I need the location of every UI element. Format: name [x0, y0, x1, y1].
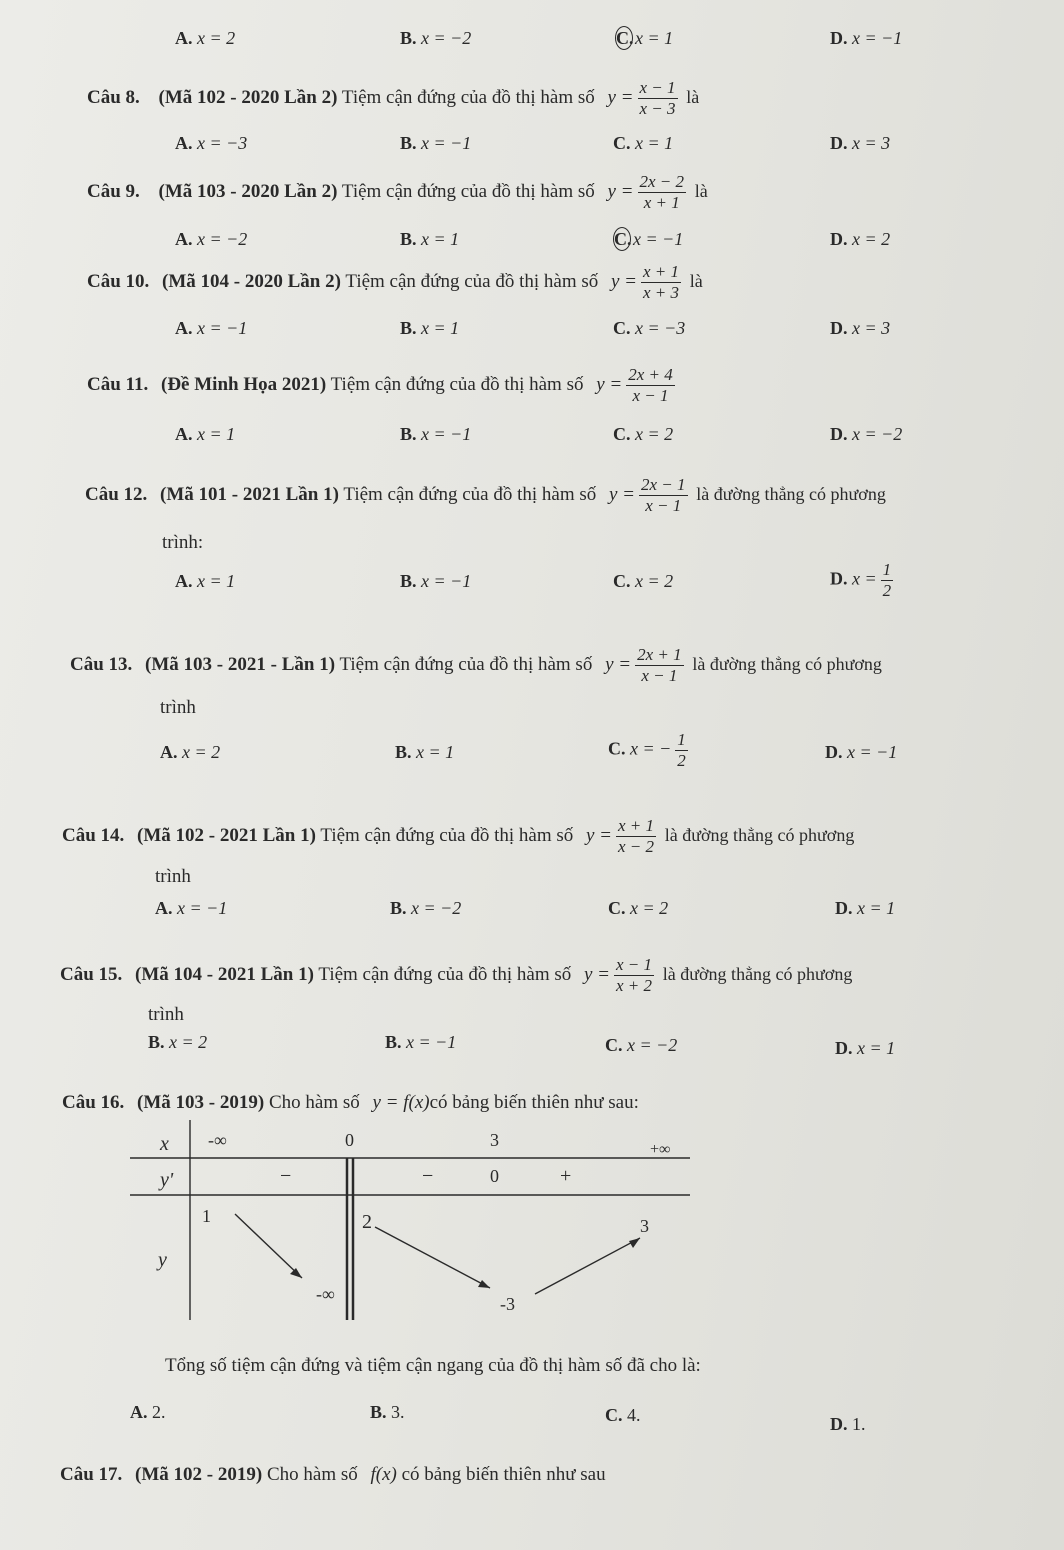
q8-option-d: D. x = 3 [830, 133, 891, 153]
q11-option-d: D. x = −2 [830, 424, 903, 444]
q15-option-b1: B. x = 2 [148, 1032, 208, 1052]
selected-answer-circle: C. [614, 229, 632, 249]
q9-option-a: A. x = −2 [175, 229, 248, 249]
selected-answer-circle: C. [616, 28, 634, 48]
q12-option-c: C. x = 2 [613, 571, 674, 591]
y-val-neg-inf: -∞ [316, 1284, 335, 1304]
q15-option-b2: B. x = −1 [385, 1032, 457, 1052]
q13-stem-cont: trình [160, 697, 196, 718]
x-val-pos-inf: +∞ [650, 1141, 671, 1158]
q8-option-a: A. x = −3 [175, 133, 248, 153]
q11-stem: Câu 11. (Đề Minh Họa 2021) Tiệm cận đứng của đồ thị hàm số y = $\frac{2x + 4}{x - 1}$ [87, 365, 673, 405]
q7-option-b: B. x = −2 [400, 28, 472, 48]
yprime-sign-1: − [280, 1165, 292, 1187]
q10-option-d: D. x = 3 [830, 318, 891, 338]
q8-fraction: $\frac{x - 1}{x - 3}$ [639, 78, 676, 118]
q13-option-c: C. x = − $\frac{1}{2}$ [608, 730, 686, 770]
q15-stem-cont: trình [148, 1004, 184, 1025]
arrowhead-2 [478, 1280, 490, 1288]
x-val-neg-inf: -∞ [208, 1130, 227, 1150]
q14-stem-cont: trình [155, 866, 191, 887]
q15-fraction: $\frac{x - 1}{x + 2}$ [616, 955, 653, 995]
q14-fraction: $\frac{x + 1}{x - 2}$ [618, 816, 655, 856]
q9-fraction: $\frac{2x - 2}{x + 1}$ [639, 172, 685, 212]
q7-option-d: D. x = −1 [830, 28, 903, 48]
q15-option-c: C. x = −2 [605, 1035, 678, 1055]
y-label: y [158, 1249, 167, 1271]
q12-fraction: $\frac{2x - 1}{x - 1}$ [641, 475, 686, 515]
q11-option-c: C. x = 2 [613, 424, 674, 444]
q15-option-d: D. x = 1 [835, 1038, 896, 1058]
q14-option-b: B. x = −2 [390, 898, 462, 918]
q9-option-d: D. x = 2 [830, 229, 891, 249]
q13-option-a: A. x = 2 [160, 742, 221, 762]
q14-option-c: C. x = 2 [608, 898, 669, 918]
q12-stem: Câu 12. (Mã 101 - 2021 Lần 1) Tiệm cận đứng của đồ thị hàm số y = $\frac{2x - 1}{x - 1}$ là đường thẳng có phương [85, 475, 886, 515]
q14-option-d: D. x = 1 [835, 898, 896, 918]
q9-option-b: B. x = 1 [400, 229, 460, 249]
yprime-zero: 0 [490, 1166, 499, 1186]
q10-stem: Câu 10. (Mã 104 - 2020 Lần 2) Tiệm cận đứng của đồ thị hàm số y = $\frac{x + 1}{x + 3}$ là [87, 262, 703, 302]
q14-stem: Câu 14. (Mã 102 - 2021 Lần 1) Tiệm cận đứng của đồ thị hàm số y = $\frac{x + 1}{x - 2}$ là đường thẳng có phương [62, 816, 855, 856]
q7-option-c: C.x = 1 [616, 28, 674, 48]
q12-option-d: D. x = $\frac{1}{2}$ [830, 560, 892, 600]
q12-stem-cont: trình: [162, 532, 204, 553]
variation-table [130, 1120, 700, 1325]
q8-option-c: C. x = 1 [613, 133, 674, 153]
q7-option-a: A. x = 2 [175, 28, 236, 48]
x-val-0: 0 [345, 1130, 354, 1150]
q11-option-b: B. x = −1 [400, 424, 472, 444]
q13-fraction: $\frac{2x + 1}{x - 1}$ [637, 645, 682, 685]
q10-option-c: C. x = −3 [613, 318, 686, 338]
q11-option-a: A. x = 1 [175, 424, 236, 444]
y-val-neg-3: -3 [500, 1294, 515, 1314]
q9-option-c: C.x = −1 [614, 229, 684, 249]
q12-option-a: A. x = 1 [175, 571, 236, 591]
y-val-2: 2 [362, 1211, 372, 1233]
q16-option-c: C. 4. [605, 1405, 641, 1425]
arrow-decreasing-2 [375, 1227, 490, 1288]
q12-option-b: B. x = −1 [400, 571, 472, 591]
arrowhead-1 [290, 1268, 302, 1278]
arrow-decreasing-1 [235, 1214, 302, 1278]
q16-option-b: B. 3. [370, 1402, 405, 1422]
arrowhead-3 [629, 1238, 640, 1248]
q16-stem: Câu 16. (Mã 103 - 2019) Cho hàm số y = f(x)có bảng biến thiên như sau: [62, 1092, 639, 1113]
yprime-sign-3: + [560, 1165, 572, 1187]
q13-option-d: D. x = −1 [825, 742, 898, 762]
arrow-increasing [535, 1238, 640, 1294]
q13-stem: Câu 13. (Mã 103 - 2021 - Lần 1) Tiệm cận đứng của đồ thị hàm số y = $\frac{2x + 1}{x - 1}$ là đường thẳng có phương [70, 645, 882, 685]
q8-option-b: B. x = −1 [400, 133, 472, 153]
q16-question: Tổng số tiệm cận đứng và tiệm cận ngang của đồ thị hàm số đã cho là: [165, 1355, 701, 1376]
y-val-3: 3 [640, 1216, 649, 1236]
yprime-sign-2: − [422, 1165, 434, 1187]
q10-fraction: $\frac{x + 1}{x + 3}$ [643, 262, 680, 302]
q14-option-a: A. x = −1 [155, 898, 228, 918]
y-val-1: 1 [202, 1206, 211, 1226]
x-val-3: 3 [490, 1130, 499, 1150]
q8-stem: Câu 8. (Mã 102 - 2020 Lần 2) Tiệm cận đứng của đồ thị hàm số y = $\frac{x - 1}{x - 3}$ là [87, 78, 700, 118]
q16-option-a: A. 2. [130, 1402, 166, 1422]
q13-option-b: B. x = 1 [395, 742, 455, 762]
x-label: x [160, 1133, 169, 1155]
q16-option-d: D. 1. [830, 1414, 866, 1434]
q17-stem: Câu 17. (Mã 102 - 2019) Cho hàm số f(x) có bảng biến thiên như sau [60, 1464, 606, 1485]
q11-fraction: $\frac{2x + 4}{x - 1}$ [628, 365, 673, 405]
yprime-label: y' [160, 1169, 174, 1191]
q9-stem: Câu 9. (Mã 103 - 2020 Lần 2) Tiệm cận đứng của đồ thị hàm số y = $\frac{2x - 2}{x + 1}$ là [87, 172, 708, 212]
q15-stem: Câu 15. (Mã 104 - 2021 Lần 1) Tiệm cận đứng của đồ thị hàm số y = $\frac{x - 1}{x + 2}$ là đường thẳng có phương [60, 955, 853, 995]
q10-option-a: A. x = −1 [175, 318, 248, 338]
q10-option-b: B. x = 1 [400, 318, 460, 338]
